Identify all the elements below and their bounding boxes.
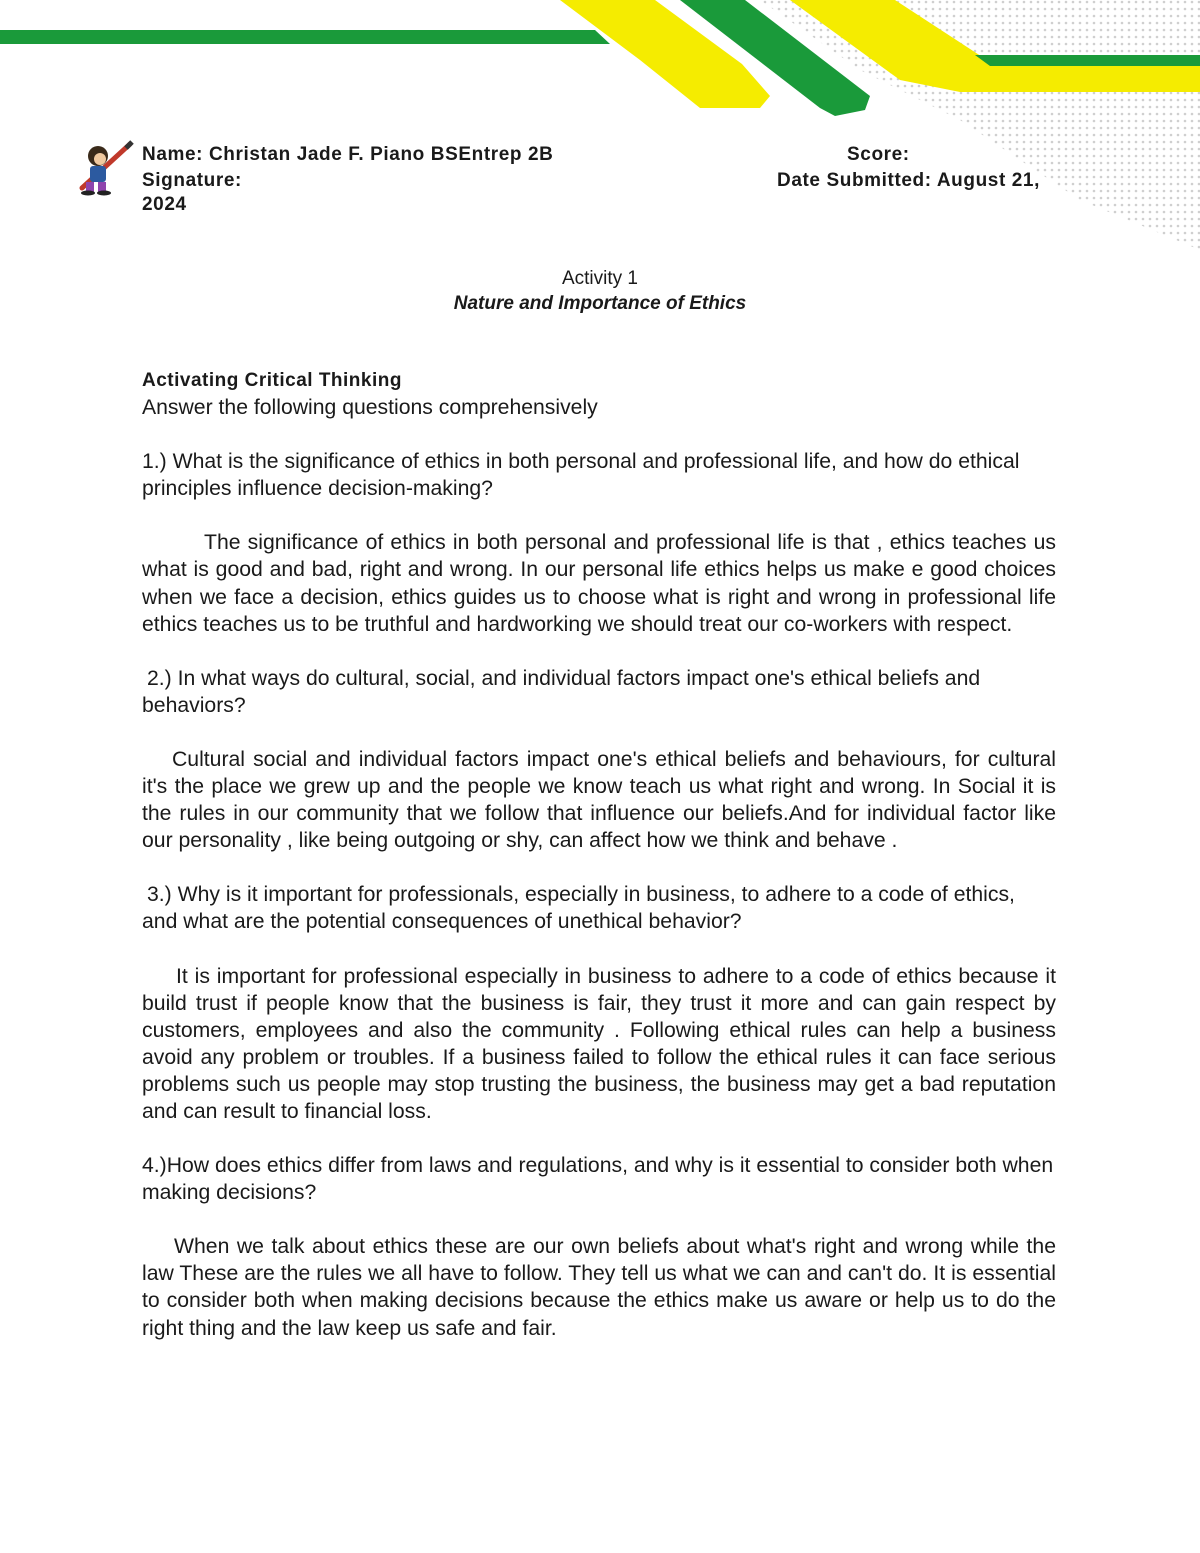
question-4: 4.)How does ethics differ from laws and regulations, and why is it essential to consider both when making decisions? bbox=[142, 1154, 1054, 1205]
answer-1: The significance of ethics in both personal and professional life is that , ethics teaches us what is good and bad, right and wrong. In our personal life ethics helps us make e good choices when we face a decision, ethics guides us to choose what is right and wrong in professional life ethics teaches us to be truthful and hardworking we should treat our co-workers with respect. bbox=[142, 531, 1056, 636]
answer-4: When we talk about ethics these are our own beliefs about what's right and wrong while the law These are the rules we all have to follow. They tell us what we can and can't do. It is essential to consider both when making decisions because the ethics make us aware or help us to do the right thing and the law keep us safe and fair. bbox=[142, 1235, 1056, 1340]
green-stripe bbox=[0, 30, 610, 44]
signature-label: Signature: bbox=[142, 170, 242, 191]
question-1: 1.) What is the significance of ethics in both personal and professional life, and how do ethical principles influence decision-making? bbox=[142, 450, 1020, 501]
header-banner bbox=[0, 0, 1200, 260]
question-2: 2.) In what ways do cultural, social, and individual factors impact one's ethical beliefs and behaviors? bbox=[142, 666, 981, 717]
date-submitted: Date Submitted: August 21, bbox=[777, 170, 1040, 191]
score-label: Score: bbox=[847, 144, 910, 165]
activity-subtitle: Nature and Importance of Ethics bbox=[453, 293, 747, 314]
answer-3: It is important for professional especially in business to adhere to a code of ethics because it build trust if people know that the business is fair, they trust it more and can gain respect by customers, employees and also the community . Following ethical rules can help a business avoid any problem or troubles. If a business failed to follow the ethical rules it can face serious problems such us people may stop trusting the business, the business may get a bad reputation and can result to financial loss. bbox=[142, 964, 1056, 1123]
document-body bbox=[142, 367, 1056, 1342]
halftone-dots bbox=[760, 0, 1200, 250]
section-title: Activating Critical Thinking bbox=[142, 370, 402, 391]
student-name: Name: Christan Jade F. Piano BSEntrep 2B bbox=[142, 144, 554, 165]
question-3: 3.) Why is it important for professionals, especially in business, to adhere to a code of ethics, and what are the potential consequences of unethical behavior? bbox=[142, 883, 1015, 934]
green-stripe-right bbox=[975, 55, 1200, 66]
answer-2: Cultural social and individual factors impact one's ethical beliefs and behaviours, for cultural it's the place we grew up and the people we know teach us what right and wrong. In Social it is the rules in our community that we follow that influence our beliefs.And for individual factor like our personality , like being outgoing or shy, can affect how we think and behave . bbox=[142, 747, 1056, 853]
date-year: 2024 bbox=[142, 194, 187, 215]
section-instruction: Answer the following questions comprehensively bbox=[142, 396, 598, 420]
student-with-pencil-icon bbox=[72, 140, 138, 196]
activity-title: Activity 1 bbox=[561, 268, 639, 289]
